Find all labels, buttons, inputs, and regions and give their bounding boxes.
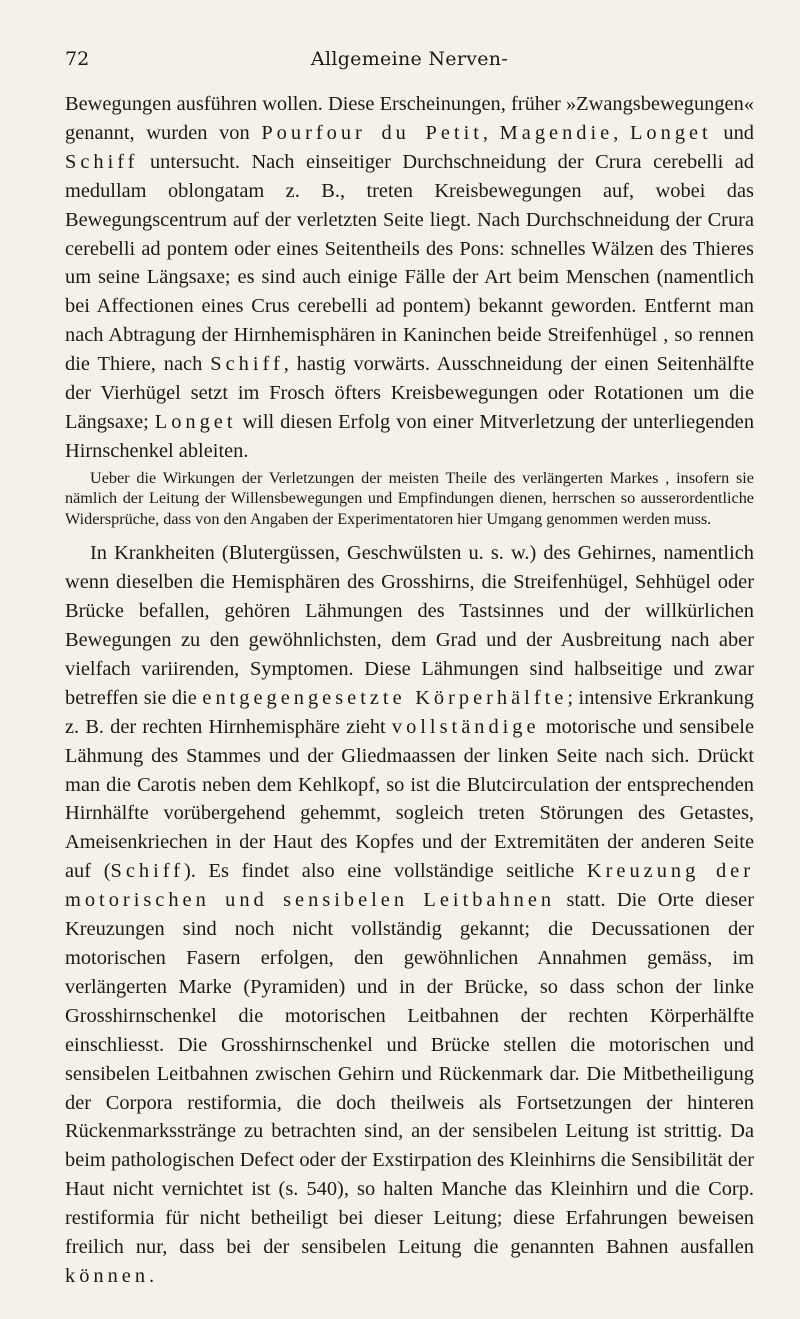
emphasis: Kreuzung der motorischen und sensibelen Leitbahnen (65, 860, 754, 912)
page-number: 72 (65, 48, 90, 70)
author-name: Schiff (210, 353, 284, 376)
author-name: Longet (629, 121, 712, 144)
author-name: Magendie (499, 121, 614, 144)
author-name: Schiff (65, 150, 139, 173)
paragraph-2: In Krankheiten (Blutergüssen, Geschwülsten u. s. w.) des Gehirnes, namentlich wenn dieselben die Hemisphären des Grosshirns, die Streifenhügel, Sehhügel oder Brücke befallen, gehören Lähmungen des Tastsinnes und der willkürlichen Bewegungen zu den gewöhnlichsten, dem Grad und der Ausbreitung nach aber vielfach variirenden, Symptomen. Diese Lähmungen sind halbseitige und zwar betreffen sie die entgegengesetzte Körperhälfte; intensive Erkrankung z. B. der rechten Hirnhemisphäre zieht vollständige motorische und sensibele Lähmung des Stammes und der Gliedmaassen der linken Seite nach sich. Drückt man die Carotis neben dem Kehlkopf, so ist die Blutcirculation der entsprechenden Hirnhälfte vorübergehend gehemmt, sogleich treten Störungen des Getastes, Ameisenkriechen in der Haut des Kopfes und der Extremitäten der anderen Seite auf (Schiff). Es findet also eine vollständige seitliche Kreuzung der motorischen und sensibelen Leitbahnen statt. Die Orte dieser Kreuzungen sind noch nicht vollständig gekannt; die Decussationen der motorischen Fasern erfolgen, den gewöhnlichen Annahmen gemäss, im verlängerten Marke (Pyramiden) und in der Brücke, so dass schon der linke Grosshirnschenkel die motorischen Leitbahnen der rechten Körperhälfte einschliesst. Die Grosshirnschenkel und Brücke stellen die motorischen und sensibelen Leitbahnen zwischen Gehirn und Rückenmark dar. Die Mitbetheiligung der Corpora restiformia, die doch theilweis als Fortsetzungen der hinteren Rückenmarksstränge zu betrachten sind, an der sensibelen Leitung ist strittig. Da beim pathologischen Defect oder der Exstirpation des Kleinhirns die Sensibilität der Haut nicht vernichtet ist (s. 540), so halten Manche das Kleinhirn und die Corp. restiformia für nicht betheiligt bei dieser Leitung; diese Erfahrungen beweisen freilich nur, dass bei der sensibelen Leitung die genannten Bahnen ausfallen können. (65, 542, 754, 1287)
page-header (65, 48, 754, 74)
author-name: Longet (154, 410, 237, 433)
paragraph-1: Bewegungen ausführen wollen. Diese Erscheinungen, früher »Zwangsbewegungen« genannt, wurden von Pourfour du Petit, Magendie, Longet und Schiff untersucht. Nach einseitiger Durchschneidung der Crura cerebelli ad medullam oblongatam z. B., treten Kreisbewegungen auf, wobei das Bewegungscentrum auf der verletzten Seite liegt. Nach Durchschneidung der Crura cerebelli ad pontem oder eines Seitentheils des Pons: schnelles Wälzen des Thieres um seine Längsaxe; es sind auch einige Fälle der Art beim Menschen (namentlich bei Affectionen eines Crus cerebelli ad pontem) bekannt geworden. Entfernt man nach Abtragung der Hirnhemisphären in Kaninchen beide Streifenhügel , so rennen die Thiere, nach Schiff, hastig vorwärts. Ausschneidung der einen Seitenhälfte der Vierhügel setzt im Frosch öfters Kreisbewegungen oder Rotationen um die Längsaxe; Longet will diesen Erfolg von einer Mitverletzung der unterliegenden Hirnschenkel ableiten. (65, 93, 755, 462)
emphasis: entgegengesetzte Körperhälfte (202, 686, 568, 709)
emphasis: können (65, 1264, 150, 1287)
small-print-note: Ueber die Wirkungen der Verletzungen der meisten Theile des verlängerten Markes , insofern sie nämlich der Leitung der Willensbewegungen und Empfindungen dienen, herrschen so ausserordentliche Widersprüche, dass von den Angaben der Experimentatoren hier Umgang genommen werden muss. (65, 468, 754, 528)
emphasis: vollständige (391, 715, 540, 738)
author-name: Pourfour du Petit (261, 121, 483, 144)
author-name: Schiff (110, 860, 184, 883)
running-title: Allgemeine Nerven- (310, 48, 509, 70)
